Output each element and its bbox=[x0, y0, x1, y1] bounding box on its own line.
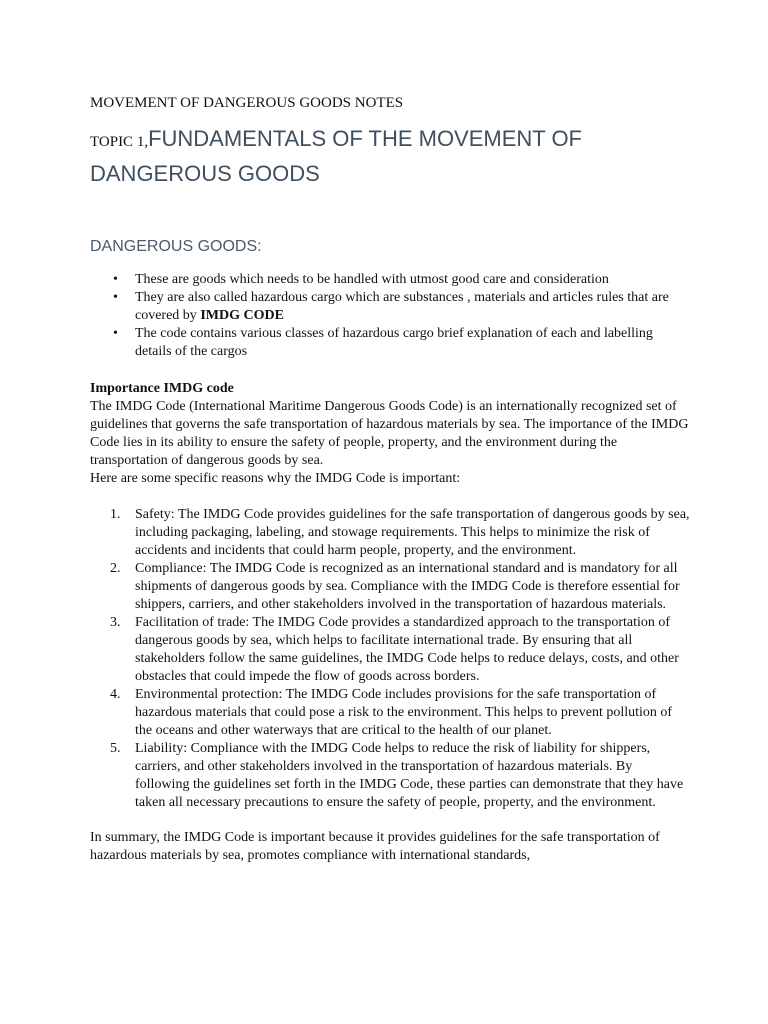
reason-text: Safety: The IMDG Code provides guidelines for the safe transportation of dangerous goods by sea, including packaging, labeling, and stowage requirements. This helps to minimize the risk of accidents and incidents that could harm people, property, and the environment. bbox=[135, 507, 690, 558]
reason-text: Liability: Compliance with the IMDG Code helps to reduce the risk of liability for shippers, carriers, and other stakeholders involved in the transportation of hazardous materials. By following the guidelines set forth in the IMDG Code, these parties can demonstrate that they have taken all necessary precautions to ensure the safety of people, property, and the environment. bbox=[135, 741, 684, 810]
dangerous-goods-bullet-list bbox=[90, 271, 690, 361]
reason-item bbox=[110, 686, 690, 740]
section-heading-dangerous-goods: DANGEROUS GOODS: bbox=[90, 238, 262, 255]
reason-text: Compliance: The IMDG Code is recognized as an international standard and is mandatory for all shipments of dangerous goods by sea. Compliance with the IMDG Code is therefore essential for shippers, carriers, and other stakeholders involved in the transportation of hazardous materials. bbox=[135, 561, 680, 612]
bullet-item bbox=[113, 271, 690, 289]
reason-number: 4. bbox=[110, 687, 121, 702]
importance-heading: Importance IMDG code bbox=[90, 381, 234, 396]
document-title: MOVEMENT OF DANGEROUS GOODS NOTES bbox=[90, 95, 404, 111]
reason-item bbox=[110, 740, 690, 812]
imdg-code-bold: IMDG CODE bbox=[200, 308, 284, 323]
reason-number: 5. bbox=[110, 741, 121, 756]
topic-prefix: TOPIC 1, bbox=[90, 134, 149, 150]
reason-item bbox=[110, 506, 690, 560]
reason-item bbox=[110, 560, 690, 614]
reason-item bbox=[110, 614, 690, 686]
document-page bbox=[90, 93, 690, 865]
reasons-list bbox=[90, 506, 690, 812]
bullet-icon: • bbox=[113, 326, 118, 341]
bullet-text: These are goods which needs to be handled with utmost good care and consideration bbox=[135, 272, 609, 287]
importance-paragraph: The IMDG Code (International Maritime Dangerous Goods Code) is an internationally recognized set of guidelines that governs the safe transportation of hazardous materials by sea. The importance of the IMDG Code lies in its ability to ensure the safety of people, property, and the environment during the transportation of dangerous goods by sea. bbox=[90, 399, 689, 468]
bullet-text: They are also called hazardous cargo which are substances , materials and articles rules that are covered by bbox=[135, 290, 669, 323]
bullet-icon: • bbox=[113, 272, 118, 287]
reason-text: Environmental protection: The IMDG Code includes provisions for the safe transportation of hazardous materials that could pose a risk to the environment. This helps to prevent pollution of the oceans and other waterways that are critical to the health of our planet. bbox=[135, 687, 673, 738]
reason-number: 1. bbox=[110, 507, 121, 522]
reasons-intro: Here are some specific reasons why the IMDG Code is important: bbox=[90, 471, 461, 486]
bullet-icon: • bbox=[113, 290, 118, 305]
reason-number: 3. bbox=[110, 615, 121, 630]
bullet-text: The code contains various classes of hazardous cargo brief explanation of each and labelling details of the cargos bbox=[135, 326, 653, 359]
topic-heading: FUNDAMENTALS OF THE MOVEMENT OF DANGEROUS GOODS bbox=[90, 126, 582, 186]
summary-paragraph: In summary, the IMDG Code is important because it provides guidelines for the safe transportation of hazardous materials by sea, promotes compliance with international standards, bbox=[90, 830, 660, 863]
bullet-item bbox=[113, 325, 690, 361]
reason-number: 2. bbox=[110, 561, 121, 576]
bullet-item bbox=[113, 289, 690, 325]
topic-title bbox=[90, 123, 690, 193]
reason-text: Facilitation of trade: The IMDG Code provides a standardized approach to the transportation of dangerous goods by sea, which helps to facilitate international trade. By ensuring that all stakeholders follow the same guidelines, the IMDG Code helps to reduce delays, costs, and other obstacles that could impede the flow of goods across borders. bbox=[135, 615, 679, 684]
